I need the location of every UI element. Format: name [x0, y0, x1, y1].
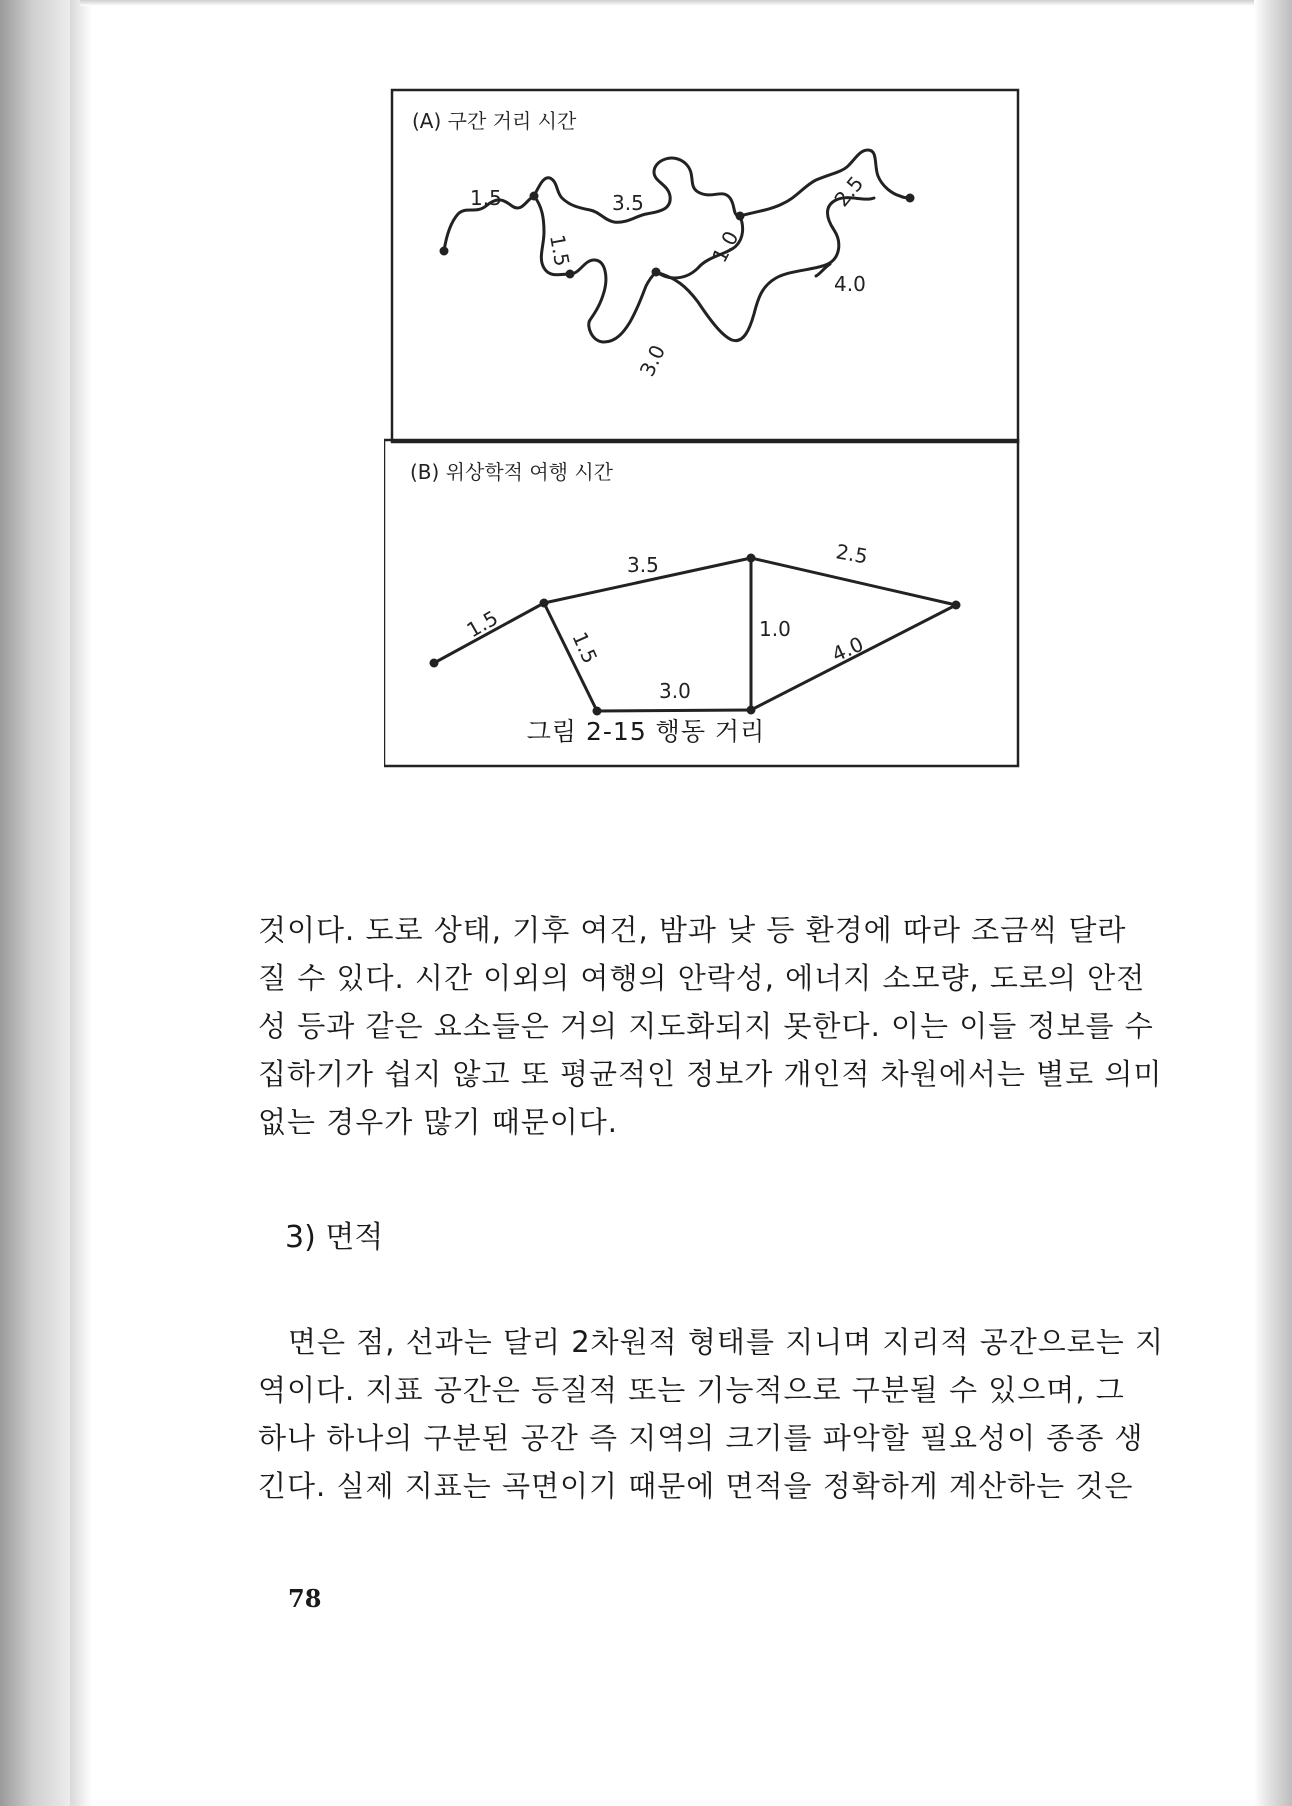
- node-a-2: [530, 192, 539, 201]
- figure-2-15: [384, 88, 1020, 768]
- panel-b-edges: [434, 558, 956, 711]
- node-a-5: [652, 268, 661, 277]
- panel-a-routes: [444, 150, 910, 342]
- node-b-3: [747, 554, 756, 563]
- label-a-3-0: 3.0: [634, 341, 670, 381]
- label-a-3-5: 3.5: [612, 191, 644, 215]
- figure-caption: 그림 2-15 행동 거리: [526, 717, 766, 746]
- node-a-3: [566, 270, 575, 279]
- paragraph-2-line-4: 긴다. 실제 지표는 곡면이기 때문에 면적을 정확하게 계산하는 것은: [258, 1469, 1134, 1503]
- route-a-7: [740, 150, 910, 216]
- label-b-1-5-diag: 1.5: [567, 628, 603, 668]
- panel-b-distance-labels: [463, 539, 870, 703]
- label-a-1-0: 1.0: [707, 226, 744, 267]
- label-b-3-5: 3.5: [627, 553, 659, 577]
- label-b-1-0: 1.0: [759, 617, 791, 641]
- figure-drawing: [384, 88, 1020, 768]
- route-a-4: [570, 260, 656, 342]
- paragraph-2-line-3: 하나 하나의 구분된 공간 즉 지역의 크기를 파악할 필요성이 종종 생: [258, 1421, 1144, 1455]
- label-a-1-5-vert: 1.5: [545, 232, 575, 269]
- paragraph-1-line-3: 성 등과 같은 요소들은 거의 지도화되지 못한다. 이는 이들 정보를 수: [258, 1009, 1154, 1043]
- edge-b-5: [597, 710, 751, 711]
- paragraph-2-line-1: 면은 점, 선과는 달리 2차원적 형태를 지니며 지리적 공간으로는 지: [288, 1325, 1164, 1359]
- label-a-4-0: 4.0: [834, 272, 866, 296]
- page-edge-left: [0, 0, 92, 1806]
- section-title: 3) 면적: [285, 1220, 384, 1255]
- label-b-2-5: 2.5: [834, 539, 870, 569]
- panel-b-nodes: [430, 554, 961, 716]
- label-a-1-5-top: 1.5: [470, 186, 502, 210]
- node-a-6: [906, 194, 915, 203]
- label-b-1-5-left: 1.5: [462, 605, 503, 643]
- node-b-2: [540, 599, 549, 608]
- paragraph-1-line-2: 질 수 있다. 시간 이외의 여행의 안락성, 에너지 소모량, 도로의 안전: [258, 961, 1146, 995]
- page-number: 78: [288, 1584, 322, 1613]
- paragraph-2-line-2: 역이다. 지표 공간은 등질적 또는 기능적으로 구분될 수 있으며, 그: [258, 1373, 1125, 1407]
- node-a-4: [736, 212, 745, 221]
- route-a-6: [656, 198, 874, 341]
- label-a-2-5: 2.5: [829, 171, 869, 212]
- page-edge-right: [1254, 0, 1292, 1806]
- label-b-3-0: 3.0: [659, 679, 691, 703]
- paragraph-1-line-1: 것이다. 도로 상태, 기후 여건, 밤과 낮 등 환경에 따라 조금씩 달라: [258, 913, 1127, 947]
- panel-a-title: (A) 구간 거리 시간: [412, 109, 577, 133]
- page-top-edge: [80, 0, 1260, 6]
- panel-a-frame: [392, 90, 1018, 442]
- node-a-1: [440, 247, 449, 256]
- paragraph-1-line-4: 집하기가 쉽지 않고 또 평균적인 정보가 개인적 차원에서는 별로 의미: [258, 1057, 1163, 1091]
- node-b-4: [952, 601, 961, 610]
- node-b-1: [430, 659, 439, 668]
- panel-b-title: (B) 위상학적 여행 시간: [410, 460, 613, 484]
- label-b-4-0: 4.0: [828, 631, 868, 667]
- paragraph-1-line-5: 없는 경우가 많기 때문이다.: [258, 1105, 619, 1139]
